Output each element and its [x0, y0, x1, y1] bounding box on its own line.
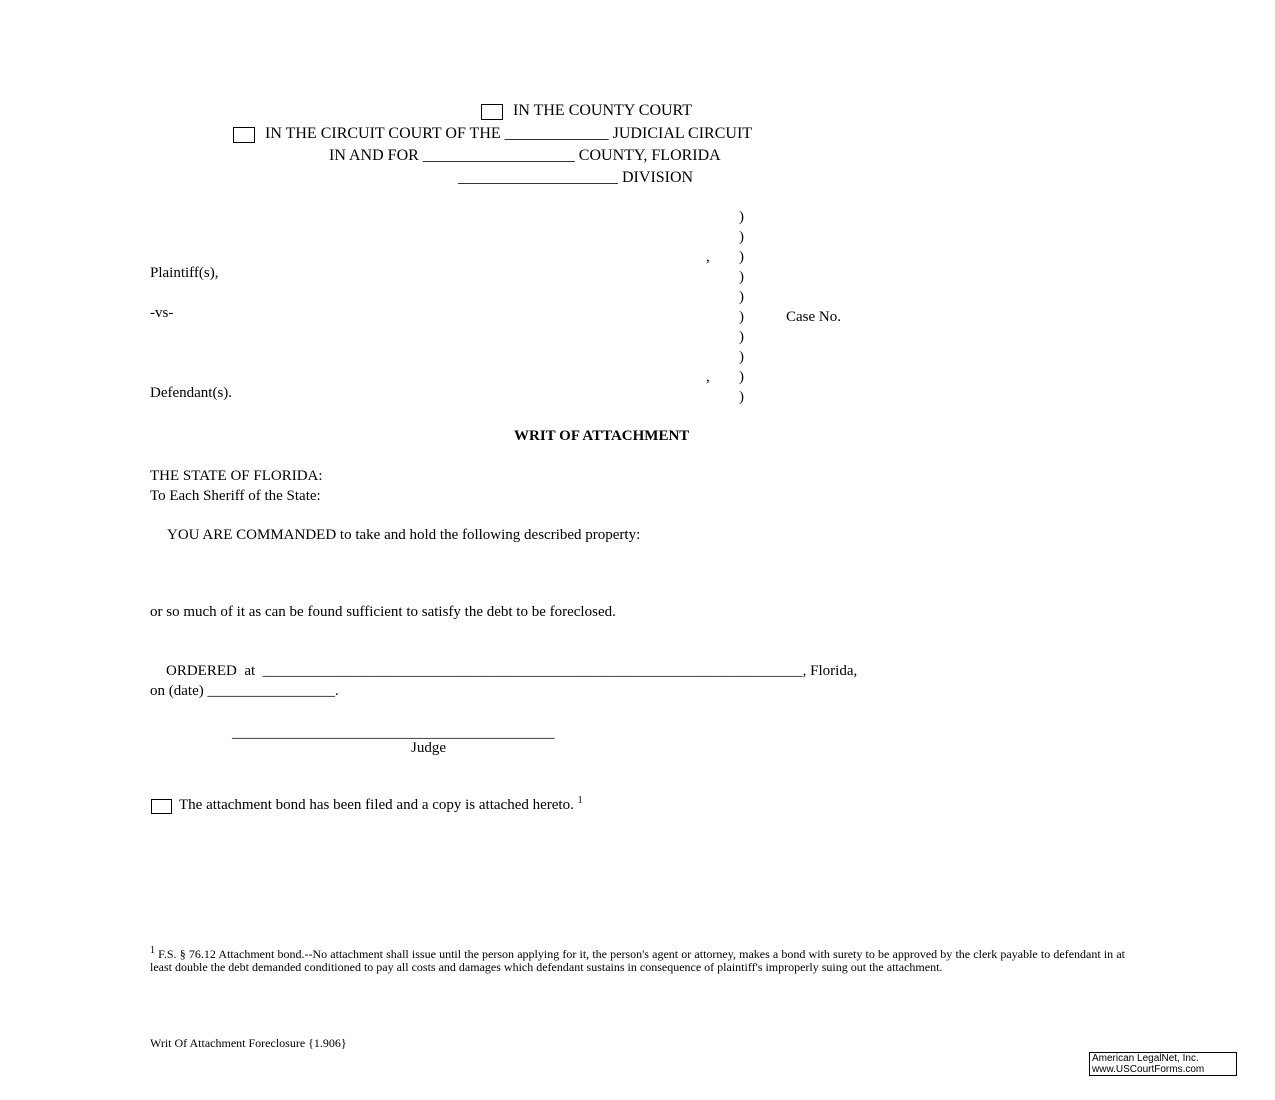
caption-paren: ) — [739, 249, 744, 265]
footnote — [150, 945, 1125, 974]
caption-paren: ) — [739, 209, 744, 225]
footnote-reference: 1 — [577, 795, 583, 806]
caption-paren: ) — [739, 389, 744, 405]
caption-paren: ) — [739, 269, 744, 285]
vs-label: -vs- — [150, 305, 174, 321]
order-date-line: on (date) _________________. — [150, 683, 339, 699]
plaintiff-comma: , — [706, 249, 710, 265]
county-court-checkbox[interactable] — [481, 104, 503, 120]
ordered-at-line: ORDERED at ________________________________________________________________________, Florida, — [166, 663, 858, 679]
judge-label: Judge — [411, 740, 446, 756]
caption-paren: ) — [739, 309, 744, 325]
commanded-paragraph: YOU ARE COMMANDED to take and hold the following described property: — [167, 527, 641, 543]
sufficient-paragraph: or so much of it as can be found sufficient to satisfy the debt to be foreclosed. — [150, 604, 616, 620]
document-title: WRIT OF ATTACHMENT — [514, 428, 690, 444]
sheriff-line: To Each Sheriff of the State: — [150, 488, 321, 504]
badge-company: American LegalNet, Inc. — [1092, 1053, 1199, 1064]
badge-website[interactable]: www.USCourtForms.com — [1092, 1063, 1205, 1075]
judge-signature-line[interactable]: ___________________________________________ — [232, 725, 555, 741]
defendant-comma: , — [706, 369, 710, 385]
county-court-label: IN THE COUNTY COURT — [513, 102, 693, 119]
division-line: ____________________ DIVISION — [458, 169, 694, 186]
attachment-bond-text: The attachment bond has been filed and a copy is attached hereto. — [179, 797, 574, 813]
publisher-badge — [1089, 1052, 1237, 1076]
circuit-court-checkbox[interactable] — [233, 127, 255, 143]
attachment-bond-checkbox[interactable] — [151, 799, 172, 814]
plaintiff-label: Plaintiff(s), — [150, 265, 219, 281]
form-name: Writ Of Attachment Foreclosure {1.906} — [150, 1036, 347, 1050]
caption-paren: ) — [739, 329, 744, 345]
defendant-label: Defendant(s). — [150, 385, 233, 401]
state-line: THE STATE OF FLORIDA: — [150, 468, 323, 484]
footnote-marker: 1 — [150, 945, 155, 956]
caption-paren: ) — [739, 289, 744, 305]
footnote-text: F.S. § 76.12 Attachment bond.--No attachment shall issue until the person applying for it, the person's agent or attorney, makes a bond with surety to be approved by the clerk payable to defendant in at least double the debt demanded conditioned to pay all costs and damages which defendant sustains in consequence of plaintiff's improperly suing out the attachment. — [150, 947, 1125, 974]
circuit-court-label: IN THE CIRCUIT COURT OF THE _____________ JUDICIAL CIRCUIT — [265, 125, 753, 142]
attachment-bond-label — [179, 797, 583, 814]
caption-paren: ) — [739, 369, 744, 385]
case-number-label: Case No. — [786, 309, 841, 325]
caption-paren: ) — [739, 349, 744, 365]
caption-paren: ) — [739, 229, 744, 245]
county-line: IN AND FOR ___________________ COUNTY, FLORIDA — [329, 147, 721, 164]
